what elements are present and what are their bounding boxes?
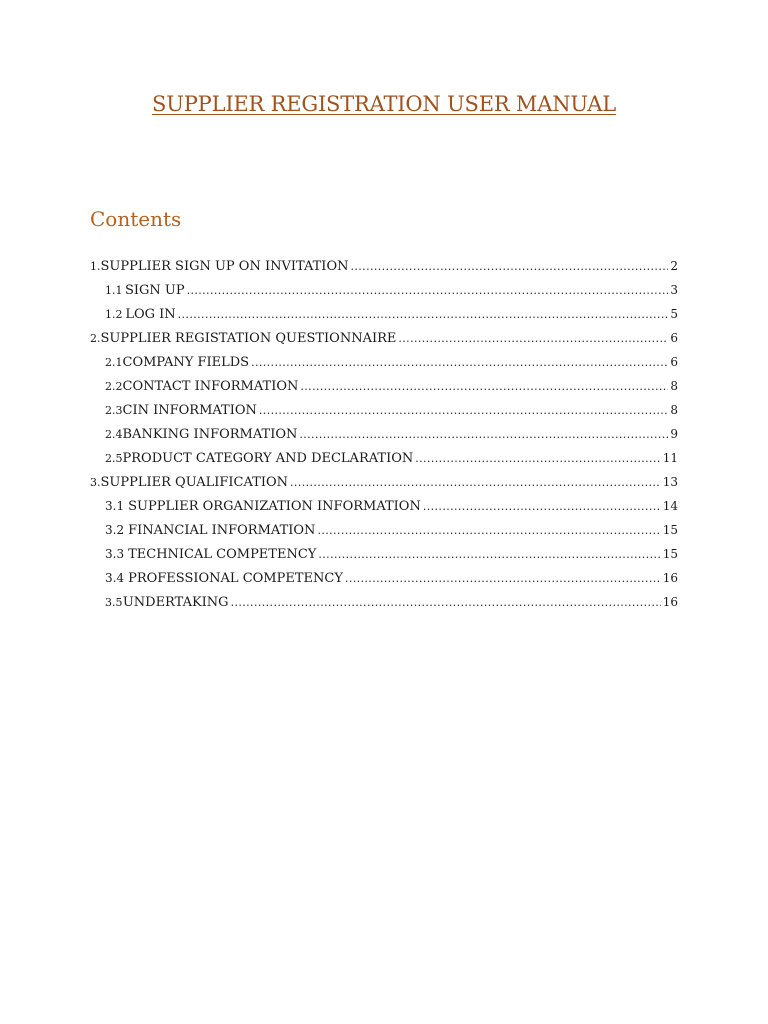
toc-entry-1[interactable]	[90, 259, 678, 283]
toc-entry-number: 2.2	[105, 380, 123, 393]
toc-entry-page: 3	[670, 283, 678, 297]
toc-entry-3-3[interactable]	[90, 547, 678, 571]
toc-entry-3-4[interactable]	[90, 571, 678, 595]
toc-entry-label: COMPANY FIELDS	[122, 355, 250, 370]
contents-heading: Contents	[90, 207, 182, 231]
toc-entry-page: 9	[670, 427, 678, 441]
toc-entry-3-1[interactable]	[90, 499, 678, 523]
toc-entry-2-5[interactable]	[90, 451, 678, 475]
toc-dot-leader	[290, 476, 661, 489]
toc-entry-label: UNDERTAKING	[122, 595, 229, 610]
toc-entry-label: SUPPLIER SIGN UP ON INVITATION	[100, 259, 349, 274]
toc-dot-leader	[231, 596, 661, 609]
toc-entry-page: 6	[670, 355, 678, 369]
toc-entry-label: SIGN UP	[124, 283, 185, 298]
toc-dot-leader	[259, 404, 668, 417]
toc-entry-number: 3.3	[105, 547, 125, 561]
toc-dot-leader	[415, 452, 660, 465]
toc-entry-page: 16	[662, 571, 678, 585]
toc-entry-number: 3.5	[105, 596, 123, 609]
toc-entry-page: 13	[662, 475, 678, 489]
toc-entry-2[interactable]	[90, 331, 678, 355]
toc-entry-label: TECHNICAL COMPETENCY	[128, 547, 317, 562]
toc-entry-2-2[interactable]	[90, 379, 678, 403]
toc-dot-leader	[300, 380, 668, 393]
toc-dot-leader	[299, 428, 668, 441]
toc-entry-1-2[interactable]	[90, 307, 678, 331]
toc-entry-3-5[interactable]	[90, 595, 678, 619]
toc-entry-number: 2.1	[105, 356, 123, 369]
table-of-contents	[90, 259, 678, 619]
toc-entry-number: 2.5	[105, 452, 123, 465]
toc-entry-number: 2.	[90, 332, 101, 345]
toc-entry-page: 14	[662, 499, 678, 513]
toc-dot-leader	[345, 572, 661, 585]
toc-entry-label: PROFESSIONAL COMPETENCY	[128, 571, 343, 586]
toc-entry-label: SUPPLIER QUALIFICATION	[100, 475, 289, 490]
toc-entry-3-2[interactable]	[90, 523, 678, 547]
toc-entry-page: 2	[670, 259, 678, 273]
toc-entry-number: 1.1	[105, 284, 123, 297]
toc-dot-leader	[317, 524, 660, 537]
toc-entry-number: 1.	[90, 260, 101, 273]
toc-entry-label: CIN INFORMATION	[122, 403, 257, 418]
toc-entry-number: 3.2	[105, 523, 125, 537]
toc-dot-leader	[178, 308, 669, 321]
toc-entry-label: SUPPLIER ORGANIZATION INFORMATION	[128, 499, 421, 514]
toc-entry-number: 1.2	[105, 308, 123, 321]
toc-entry-2-1[interactable]	[90, 355, 678, 379]
toc-entry-label: SUPPLIER REGISTATION QUESTIONNAIRE	[100, 331, 397, 346]
toc-entry-label: FINANCIAL INFORMATION	[128, 523, 316, 538]
toc-entry-2-3[interactable]	[90, 403, 678, 427]
toc-entry-3[interactable]	[90, 475, 678, 499]
toc-entry-label: CONTACT INFORMATION	[122, 379, 299, 394]
toc-entry-label: BANKING INFORMATION	[122, 427, 298, 442]
toc-entry-label: PRODUCT CATEGORY AND DECLARATION	[122, 451, 414, 466]
toc-dot-leader	[251, 356, 668, 369]
toc-entry-page: 16	[662, 595, 678, 609]
toc-dot-leader	[187, 284, 669, 297]
toc-entry-number: 2.4	[105, 428, 123, 441]
toc-dot-leader	[318, 548, 660, 561]
toc-entry-label: LOG IN	[125, 307, 176, 322]
toc-entry-page: 6	[670, 331, 678, 345]
toc-entry-page: 15	[662, 547, 678, 561]
toc-entry-page: 8	[670, 379, 678, 393]
toc-entry-number: 3.	[90, 476, 101, 489]
toc-dot-leader	[398, 332, 668, 345]
toc-dot-leader	[423, 500, 661, 513]
toc-entry-1-1[interactable]	[90, 283, 678, 307]
toc-entry-page: 11	[662, 451, 678, 465]
toc-dot-leader	[350, 260, 668, 273]
toc-entry-page: 15	[662, 523, 678, 537]
toc-entry-2-4[interactable]	[90, 427, 678, 451]
toc-entry-number: 3.4	[105, 571, 125, 585]
toc-entry-number: 2.3	[105, 404, 123, 417]
toc-entry-page: 5	[670, 307, 678, 321]
toc-entry-number: 3.1	[105, 499, 125, 513]
document-title: SUPPLIER REGISTRATION USER MANUAL	[152, 92, 616, 116]
toc-entry-page: 8	[670, 403, 678, 417]
